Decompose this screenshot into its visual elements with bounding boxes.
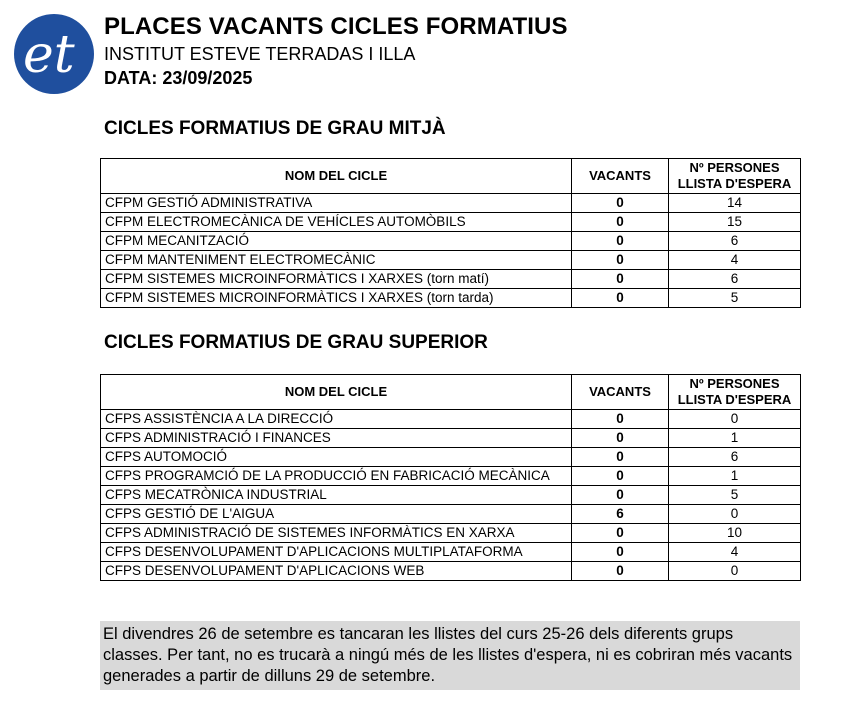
waitlist-value: 6 [669, 232, 801, 251]
waitlist-value: 4 [669, 543, 801, 562]
cycle-name: CFPS GESTIÓ DE L'AIGUA [101, 505, 572, 524]
column-header-name: NOM DEL CICLE [101, 159, 572, 194]
column-header-waitlist-line2: LLISTA D'ESPERA [677, 176, 792, 191]
table-row [101, 194, 801, 213]
mitja-table [100, 158, 801, 308]
waitlist-value: 6 [669, 270, 801, 289]
vacants-value: 0 [572, 194, 669, 213]
cycle-name: CFPS DESENVOLUPAMENT D'APLICACIONS MULTIPLATAFORMA [101, 543, 572, 562]
waitlist-value: 0 [669, 410, 801, 429]
vacants-value: 0 [572, 270, 669, 289]
table-row [101, 429, 801, 448]
vacants-value: 0 [572, 410, 669, 429]
institution-name: INSTITUT ESTEVE TERRADAS I ILLA [104, 44, 416, 64]
vacants-value: 0 [572, 448, 669, 467]
vacants-value: 0 [572, 289, 669, 308]
vacants-value: 0 [572, 251, 669, 270]
vacants-value: 0 [572, 524, 669, 543]
waitlist-value: 0 [669, 562, 801, 581]
vacants-value: 0 [572, 543, 669, 562]
table-row [101, 467, 801, 486]
waitlist-value: 1 [669, 429, 801, 448]
table-row [101, 524, 801, 543]
cycle-name: CFPS ADMINISTRACIÓ DE SISTEMES INFORMÀTICS EN XARXA [101, 524, 572, 543]
cycle-name: CFPS ASSISTÈNCIA A LA DIRECCIÓ [101, 410, 572, 429]
table-row [101, 410, 801, 429]
cycle-name: CFPS MECATRÒNICA INDUSTRIAL [101, 486, 572, 505]
vacants-value: 0 [572, 562, 669, 581]
column-header-waitlist [669, 159, 801, 194]
cycle-name: CFPS DESENVOLUPAMENT D'APLICACIONS WEB [101, 562, 572, 581]
waitlist-value: 15 [669, 213, 801, 232]
table-row [101, 543, 801, 562]
cycle-name: CFPM SISTEMES MICROINFORMÀTICS I XARXES (torn matí) [101, 270, 572, 289]
cycle-name: CFPM SISTEMES MICROINFORMÀTICS I XARXES (torn tarda) [101, 289, 572, 308]
page-title: PLACES VACANTS CICLES FORMATIUS [104, 13, 568, 40]
institute-logo [14, 14, 94, 94]
column-header-waitlist [669, 375, 801, 410]
table-row [101, 448, 801, 467]
cycle-name: CFPM GESTIÓ ADMINISTRATIVA [101, 194, 572, 213]
mitja-section-heading: CICLES FORMATIUS DE GRAU MITJÀ [104, 118, 446, 139]
table-row [101, 486, 801, 505]
cycle-name: CFPM MECANITZACIÓ [101, 232, 572, 251]
cycle-name: CFPM ELECTROMECÀNICA DE VEHÍCLES AUTOMÒBILS [101, 213, 572, 232]
cycle-name: CFPS ADMINISTRACIÓ I FINANCES [101, 429, 572, 448]
waitlist-value: 1 [669, 467, 801, 486]
vacants-value: 0 [572, 232, 669, 251]
cycle-name: CFPM MANTENIMENT ELECTROMECÀNIC [101, 251, 572, 270]
table-row [101, 562, 801, 581]
table-row [101, 213, 801, 232]
waitlist-value: 14 [669, 194, 801, 213]
table-header-row [101, 159, 801, 194]
superior-table [100, 374, 801, 581]
vacants-value: 0 [572, 213, 669, 232]
column-header-waitlist-line2: LLISTA D'ESPERA [677, 392, 792, 407]
column-header-waitlist-line1: Nº PERSONES [689, 160, 780, 175]
waitlist-value: 10 [669, 524, 801, 543]
waitlist-value: 4 [669, 251, 801, 270]
cycle-name: CFPS AUTOMOCIÓ [101, 448, 572, 467]
waitlist-value: 5 [669, 289, 801, 308]
table-row [101, 270, 801, 289]
page-header [104, 12, 568, 90]
column-header-vacants: VACANTS [572, 159, 669, 194]
vacants-value: 6 [572, 505, 669, 524]
closing-notice: El divendres 26 de setembre es tancaran les llistes del curs 25-26 dels diferents grups classes. Per tant, no es trucarà a ningú més de les llistes d'espera, ni es cobriran més vacants generades a partir de dilluns 29 de setembre. [100, 621, 800, 690]
column-header-waitlist-line1: Nº PERSONES [689, 376, 780, 391]
table-row [101, 505, 801, 524]
vacants-value: 0 [572, 467, 669, 486]
logo-text: et [23, 25, 75, 85]
table-row [101, 232, 801, 251]
vacants-value: 0 [572, 429, 669, 448]
report-date: DATA: 23/09/2025 [104, 68, 253, 88]
waitlist-value: 6 [669, 448, 801, 467]
table-header-row [101, 375, 801, 410]
logo-icon [14, 14, 94, 94]
table-row [101, 289, 801, 308]
vacants-value: 0 [572, 486, 669, 505]
cycle-name: CFPS PROGRAMCIÓ DE LA PRODUCCIÓ EN FABRICACIÓ MECÀNICA [101, 467, 572, 486]
superior-section-heading: CICLES FORMATIUS DE GRAU SUPERIOR [104, 332, 488, 353]
waitlist-value: 5 [669, 486, 801, 505]
table-row [101, 251, 801, 270]
waitlist-value: 0 [669, 505, 801, 524]
column-header-vacants: VACANTS [572, 375, 669, 410]
column-header-name: NOM DEL CICLE [101, 375, 572, 410]
